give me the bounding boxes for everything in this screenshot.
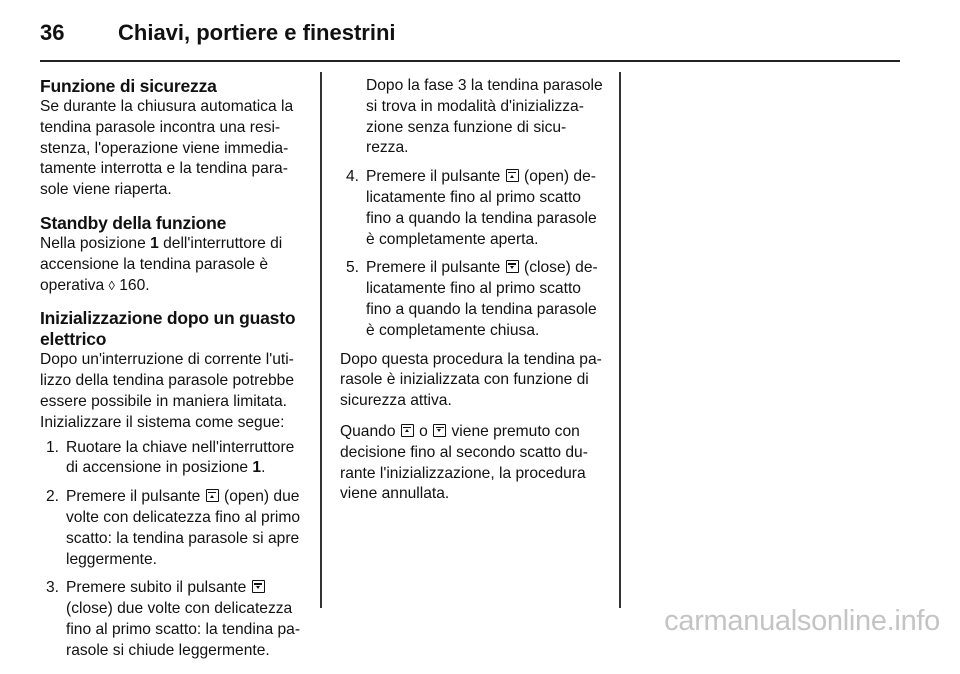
watermark: carmanualsonline.info [664,605,940,637]
column-right [340,76,604,515]
column-divider [619,72,621,608]
column-divider [320,72,322,608]
step-item: 1. Ruotare la chiave nell'interruttore di accensione in posizione 1. [46,438,295,477]
sunblind-open-icon [401,424,414,437]
steps-list [40,438,304,662]
sunblind-close-icon [252,580,265,593]
section-init [40,308,304,661]
column-left [40,76,304,674]
sunblind-open-icon [506,169,519,182]
section-text: Se durante la chiusura automatica la tendina parasole incontra una resi-stenza, l'operazione viene immedia-tamente interrotta e la tendina para-sole viene riaperta. [40,98,294,199]
page-ref-arrow-icon: ◊ [108,277,115,293]
step-item: 5. Premere il pulsante (close) de-licatamente fino al primo scatto fino a quando la tendina parasole è completamente chiusa. [346,259,598,339]
sunblind-close-icon [506,260,519,273]
section-safety [40,76,304,201]
section-text: Nella posizione 1 dell'interruttore di accensione la tendina parasole è operativa ◊ 160. [40,234,283,294]
paragraph: Dopo questa procedura la tendina pa-rasole è inizializzata con funzione di sicurezza attiva. [340,350,602,410]
step-item: 3. Premere subito il pulsante (close) due volte con delicatezza fino al primo scatto: la tendina pa-rasole si chiude leggermente. [46,579,301,659]
step-item: 4. Premere il pulsante (open) de-licatamente fino al primo scatto fino a quando la tendina parasole è completamente aperta. [346,168,597,248]
header-rule [40,60,900,62]
steps-list [340,167,604,341]
page-ref-link[interactable]: 160. [114,276,150,294]
section-title: Standby della funzione [40,212,227,233]
section-standby [40,213,304,296]
page-header [40,16,900,62]
step-item: 2. Premere il pulsante (open) due volte con delicatezza fino al primo scatto: la tendina parasole si apre leggermente. [46,488,301,568]
sunblind-close-icon [433,424,446,437]
section-title: Funzione di sicurezza [40,76,217,96]
step-continuation: Dopo la fase 3 la tendina parasole si trova in modalità d'inizializza-zione senza funzione di sicu-rezza. [366,77,603,157]
paragraph: Quando o viene premuto con decisione fino al secondo scatto du-rante l'inizializzazione, la procedura viene annullata. [340,422,588,503]
section-intro: Dopo un'interruzione di corrente l'uti-lizzo della tendina parasole potrebbe essere possibile in maniera limitata. Inizializzare il sistema come segue: [40,351,295,431]
sunblind-open-icon [206,489,219,502]
page-title: Chiavi, portiere e finestrini [118,20,396,45]
section-title: Inizializzazione dopo un guasto elettrico [40,308,296,350]
page-number: 36 [40,20,65,45]
